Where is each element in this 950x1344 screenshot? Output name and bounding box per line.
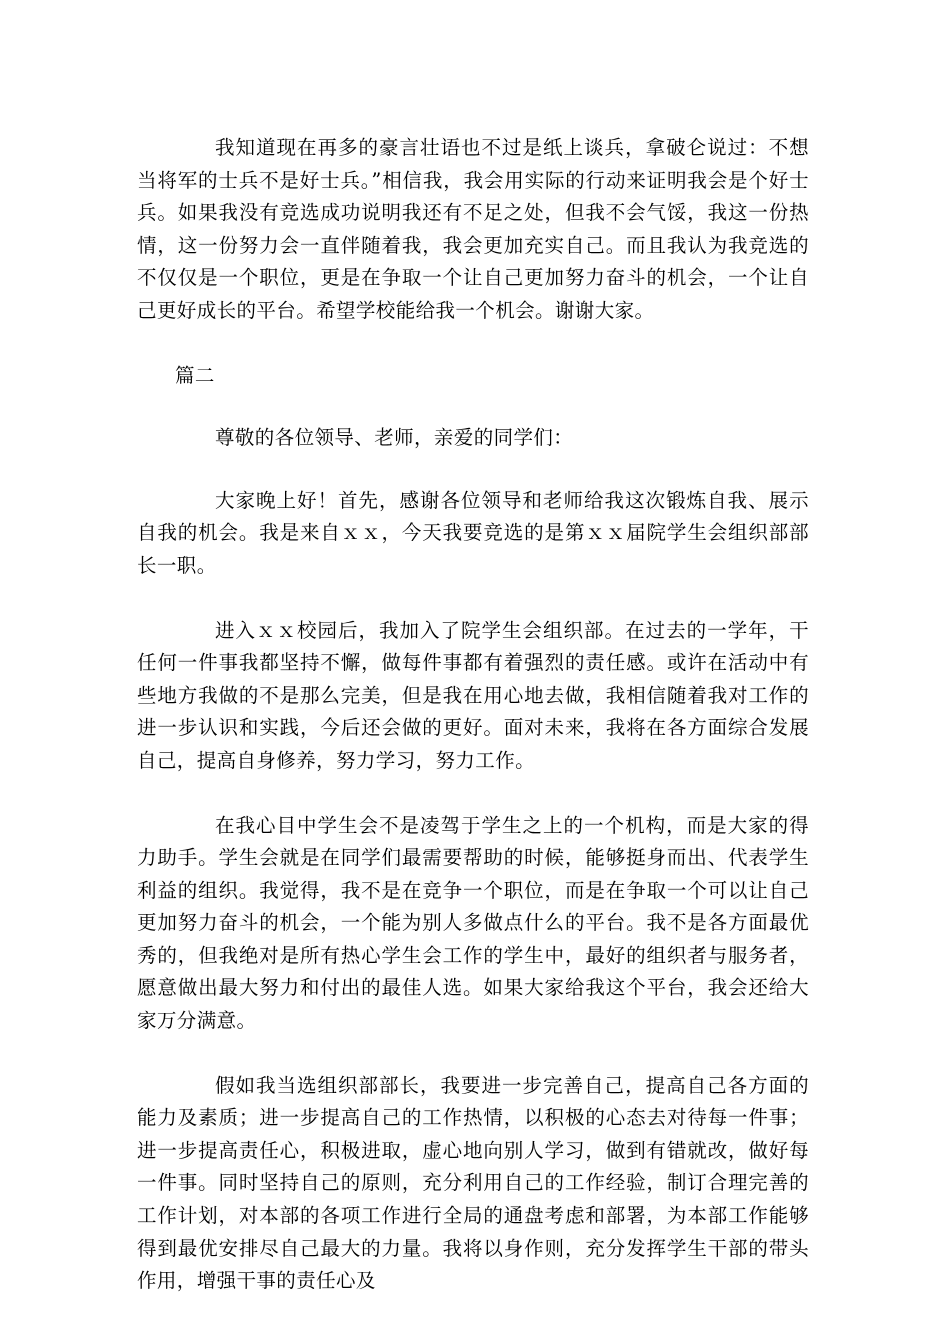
paragraph-spacer (137, 392, 809, 422)
paragraph-experience: 进入ｘｘ校园后，我加入了院学生会组织部。在过去的一学年，干任何一件事我都坚持不懈，做每件事都有着强烈的责任感。或许在活动中有些地方我做的不是那么完美，但是我在用心地去做，我相信随着我对工作的进一步认识和实践，今后还会做的更好。面对未来，我将在各方面综合发展自己，提高自身修养，努力学习，努力工作。 (137, 618, 809, 772)
paragraph-conclusion: 我知道现在再多的豪言壮语也不过是纸上谈兵，拿破仑说过：不想当将军的士兵不是好士兵。”相信我，我会用实际的行动来证明我会是个好士兵。如果我没有竞选成功说明我还有不足之处，但我不会气馁，我这一份热情，这一份努力会一直伴随着我，我会更加充实自己。而且我认为我竞选的不仅仅是一个职位，更是在争取一个让自己更加努力奋斗的机会，一个让自己更好成长的平台。希望学校能给我一个机会。谢谢大家。 (137, 136, 809, 322)
paragraph-greeting: 大家晚上好！首先，感谢各位领导和老师给我这次锻炼自我、展示自我的机会。我是来自ｘｘ，今天我要竞选的是第ｘｘ届院学生会组织部部长一职。 (137, 488, 809, 577)
section-heading: 篇二 (175, 363, 215, 387)
paragraph-spacer (137, 328, 809, 360)
paragraph-plan: 假如我当选组织部部长，我要进一步完善自己，提高自己各方面的能力及素质；进一步提高自己的工作热情，以积极的心态去对待每一件事；进一步提高责任心，积极进取，虚心地向别人学习，做到有错就改，做好每一件事。同时坚持自己的原则，充分利用自己的工作经验，制订合理完善的工作计划，对本部的各项工作进行全局的通盘考虑和部署，为本部工作能够得到最优安排尽自己最大的力量。我将以身作则，充分发挥学生干部的带头作用，增强干事的责任心及 (137, 1073, 809, 1293)
paragraph-spacer (137, 455, 809, 485)
paragraph-student-union: 在我心目中学生会不是凌驾于学生之上的一个机构，而是大家的得力助手。学生会就是在同学们最需要帮助的时候，能够挺身而出、代表学生利益的组织。我觉得，我不是在竞争一个职位，而是在争取一个可以让自己更加努力奋斗的机会，一个能为别人多做点什么的平台。我不是各方面最优秀的，但我绝对是所有热心学生会工作的学生中，最好的组织者与服务者，愿意做出最大努力和付出的最佳人选。如果大家给我这个平台，我会还给大家万分满意。 (137, 813, 809, 1033)
paragraph-spacer (137, 1038, 809, 1070)
document-body (137, 132, 809, 1298)
paragraph-spacer (137, 778, 809, 810)
paragraph-spacer (137, 583, 809, 615)
salutation: 尊敬的各位领导、老师，亲爱的同学们： (215, 426, 574, 450)
